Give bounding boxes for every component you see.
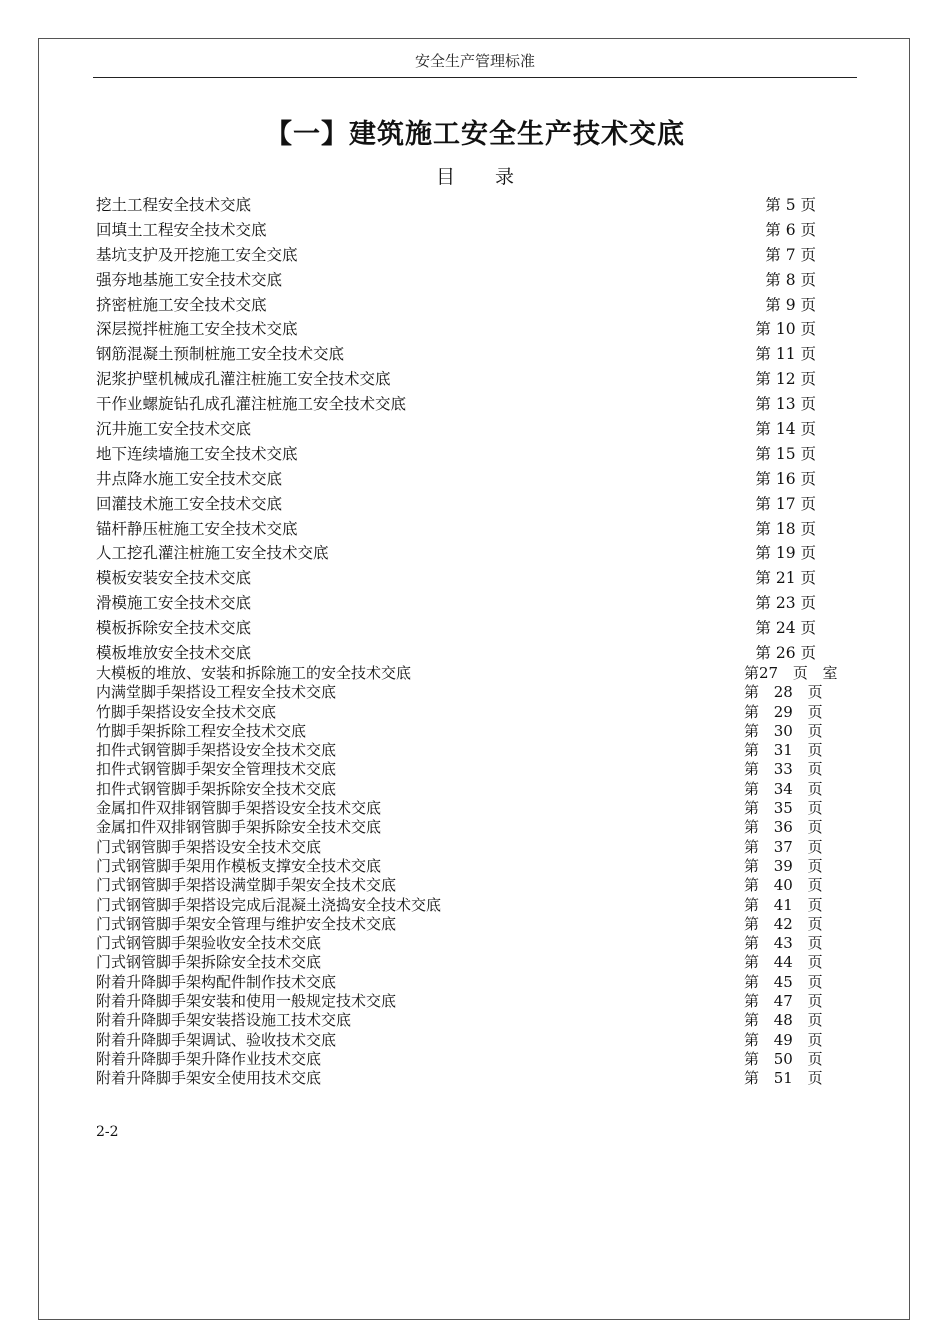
toc-entry[interactable] <box>96 591 826 616</box>
toc-entry[interactable] <box>96 780 826 799</box>
toc-entry-page: 第 12 页 <box>755 370 816 389</box>
toc-entry[interactable] <box>96 760 826 779</box>
toc-entry-label: 扣件式钢管脚手架拆除安全技术交底 <box>96 779 337 798</box>
toc-entry-page: 第 45 页 <box>744 972 823 991</box>
toc-entry[interactable] <box>96 193 826 218</box>
toc-entry-page: 第 34 页 <box>744 779 823 798</box>
header-rule <box>93 77 857 78</box>
toc-entry[interactable] <box>96 467 826 492</box>
toc-entry-label: 模板安装安全技术交底 <box>96 569 252 588</box>
toc-entry[interactable] <box>96 392 826 417</box>
toc-entry[interactable] <box>96 1050 826 1069</box>
toc-entry[interactable] <box>96 342 826 367</box>
toc-entry-label: 附着升降脚手架安装和使用一般规定技术交底 <box>96 992 397 1011</box>
toc-entry[interactable] <box>96 722 826 741</box>
toc-entry-page: 第 47 页 <box>744 992 823 1011</box>
toc-entry[interactable] <box>96 1011 826 1030</box>
toc-entry[interactable] <box>96 317 826 342</box>
toc-entry-page: 第 48 页 <box>744 1011 823 1030</box>
toc-entry-label: 扣件式钢管脚手架搭设安全技术交底 <box>96 741 337 760</box>
toc-entry-page: 第 19 页 <box>755 544 816 563</box>
toc-entry[interactable] <box>96 934 826 953</box>
toc-entry[interactable] <box>96 664 838 683</box>
toc-entry[interactable] <box>96 417 826 442</box>
toc-entry-label: 泥浆护壁机械成孔灌注桩施工安全技术交底 <box>96 370 391 389</box>
toc-entry-page: 第 10 页 <box>755 320 816 339</box>
toc-entry-label: 金属扣件双排钢管脚手架拆除安全技术交底 <box>96 818 382 837</box>
toc-entry[interactable] <box>96 838 826 857</box>
toc-entry[interactable] <box>96 1031 826 1050</box>
running-header: 安全生产管理标准 <box>414 52 535 70</box>
toc-entry-page: 第 14 页 <box>755 420 816 439</box>
toc-entry-page: 第 37 页 <box>744 837 823 856</box>
toc-entry[interactable] <box>96 741 826 760</box>
toc-entry-label: 地下连续墙施工安全技术交底 <box>96 444 298 463</box>
toc-entry-label: 门式钢管脚手架验收安全技术交底 <box>96 934 322 953</box>
toc-entry[interactable] <box>96 492 826 517</box>
toc-entry[interactable] <box>96 973 826 992</box>
toc-entry-page: 第 21 页 <box>755 569 816 588</box>
toc-entry-page: 第 42 页 <box>744 914 823 933</box>
toc-entry-page: 第 51 页 <box>744 1069 823 1088</box>
toc-entry-label: 门式钢管脚手架搭设完成后混凝土浇捣安全技术交底 <box>96 895 442 914</box>
toc-entry[interactable] <box>96 799 826 818</box>
page-number: 2-2 <box>96 1124 119 1140</box>
toc-entry[interactable] <box>96 915 826 934</box>
toc-entry-label: 附着升降脚手架调试、验收技术交底 <box>96 1030 337 1049</box>
toc-entry[interactable] <box>96 857 826 876</box>
toc-entry-label: 竹脚手架搭设安全技术交底 <box>96 702 277 721</box>
toc-entry-page: 第 50 页 <box>744 1049 823 1068</box>
toc-entry-page: 第 11 页 <box>755 345 816 364</box>
toc-entry-page: 第 7 页 <box>765 245 816 264</box>
toc-entry-page: 第 18 页 <box>755 519 816 538</box>
toc-entry[interactable] <box>96 566 826 591</box>
toc-entry-page: 第 39 页 <box>744 856 823 875</box>
toc-entry-label: 锚杆静压桩施工安全技术交底 <box>96 519 298 538</box>
toc-entry-label: 人工挖孔灌注桩施工安全技术交底 <box>96 544 329 563</box>
toc-entry-page: 第 13 页 <box>755 395 816 414</box>
toc-entry-label: 回填土工程安全技术交底 <box>96 220 267 239</box>
toc-entry-page: 第27 页 室 <box>744 664 838 682</box>
toc-entry-label: 门式钢管脚手架搭设安全技术交底 <box>96 837 322 856</box>
toc-entry-page: 第 31 页 <box>744 741 823 760</box>
toc-list-secondary <box>96 664 838 1089</box>
toc-entry-label: 附着升降脚手架升降作业技术交底 <box>96 1049 322 1068</box>
toc-entry-label: 挖土工程安全技术交底 <box>96 196 252 214</box>
toc-entry[interactable] <box>96 517 826 542</box>
toc-entry-label: 大模板的堆放、安装和拆除施工的安全技术交底 <box>96 664 412 682</box>
toc-entry-page: 第 17 页 <box>755 494 816 513</box>
toc-entry[interactable] <box>96 953 826 972</box>
toc-entry-page: 第 9 页 <box>765 295 816 314</box>
toc-entry-label: 门式钢管脚手架拆除安全技术交底 <box>96 953 322 972</box>
toc-entry-label: 模板堆放安全技术交底 <box>96 644 252 663</box>
toc-entry-label: 钢筋混凝土预制桩施工安全技术交底 <box>96 345 345 364</box>
toc-entry-label: 附着升降脚手架构配件制作技术交底 <box>96 972 337 991</box>
toc-entry-page: 第 43 页 <box>744 934 823 953</box>
toc-entry-label: 内满堂脚手架搭设工程安全技术交底 <box>96 683 337 702</box>
toc-entry[interactable] <box>96 293 826 318</box>
toc-entry[interactable] <box>96 703 826 722</box>
toc-entry[interactable] <box>96 641 826 666</box>
toc-entry-page: 第 36 页 <box>744 818 823 837</box>
toc-entry[interactable] <box>96 268 826 293</box>
toc-entry[interactable] <box>96 243 826 268</box>
toc-entry[interactable] <box>96 367 826 392</box>
toc-entry-page: 第 24 页 <box>755 619 816 638</box>
toc-entry-page: 第 41 页 <box>744 895 823 914</box>
toc-entry[interactable] <box>96 683 826 702</box>
toc-entry-label: 门式钢管脚手架搭设满堂脚手架安全技术交底 <box>96 876 397 895</box>
toc-entry-page: 第 40 页 <box>744 876 823 895</box>
toc-entry-page: 第 6 页 <box>765 220 816 239</box>
toc-entry[interactable] <box>96 1069 826 1088</box>
toc-entry-page: 第 49 页 <box>744 1030 823 1049</box>
toc-entry[interactable] <box>96 218 826 243</box>
toc-entry-label: 门式钢管脚手架用作模板支撑安全技术交底 <box>96 856 382 875</box>
toc-entry-label: 井点降水施工安全技术交底 <box>96 469 283 488</box>
toc-entry-label: 门式钢管脚手架安全管理与维护安全技术交底 <box>96 914 397 933</box>
toc-entry-label: 滑模施工安全技术交底 <box>96 594 252 613</box>
toc-entry-page: 第 35 页 <box>744 799 823 818</box>
toc-entry[interactable] <box>96 541 826 566</box>
toc-heading <box>0 162 950 189</box>
toc-entry-label: 沉井施工安全技术交底 <box>96 420 252 439</box>
toc-entry-label: 竹脚手架拆除工程安全技术交底 <box>96 721 307 740</box>
toc-entry-page: 第 26 页 <box>755 644 816 663</box>
toc-entry-label: 干作业螺旋钻孔成孔灌注桩施工安全技术交底 <box>96 395 407 414</box>
toc-entry[interactable] <box>96 818 826 837</box>
toc-entry[interactable] <box>96 896 826 915</box>
toc-entry-page: 第 29 页 <box>744 702 823 721</box>
toc-entry[interactable] <box>96 442 826 467</box>
toc-entry-label: 基坑支护及开挖施工安全交底 <box>96 245 298 264</box>
toc-entry-label: 回灌技术施工安全技术交底 <box>96 494 283 513</box>
toc-entry[interactable] <box>96 992 826 1011</box>
toc-entry-label: 附着升降脚手架安装搭设施工技术交底 <box>96 1011 352 1030</box>
toc-entry-page: 第 16 页 <box>755 469 816 488</box>
toc-entry-label: 挤密桩施工安全技术交底 <box>96 295 267 314</box>
toc-entry-page: 第 5 页 <box>765 196 816 214</box>
toc-entry-label: 附着升降脚手架安全使用技术交底 <box>96 1069 322 1088</box>
toc-entry-label: 扣件式钢管脚手架安全管理技术交底 <box>96 760 337 779</box>
toc-entry-page: 第 33 页 <box>744 760 823 779</box>
toc-entry-page: 第 15 页 <box>755 444 816 463</box>
toc-entry-label: 模板拆除安全技术交底 <box>96 619 252 638</box>
toc-entry-label: 金属扣件双排钢管脚手架搭设安全技术交底 <box>96 799 382 818</box>
toc-list-primary <box>96 193 826 666</box>
toc-entry-page: 第 23 页 <box>755 594 816 613</box>
toc-entry[interactable] <box>96 616 826 641</box>
toc-entry-page: 第 8 页 <box>765 270 816 289</box>
toc-entry-page: 第 28 页 <box>744 683 823 702</box>
toc-heading-left: 目 <box>435 166 455 188</box>
toc-entry-page: 第 30 页 <box>744 721 823 740</box>
toc-entry[interactable] <box>96 876 826 895</box>
toc-entry-label: 强夯地基施工安全技术交底 <box>96 270 283 289</box>
document-title: 【一】建筑施工安全生产技术交底 <box>265 119 685 150</box>
toc-entry-label: 深层搅拌桩施工安全技术交底 <box>96 320 298 339</box>
toc-heading-right: 录 <box>495 166 515 188</box>
toc-entry-page: 第 44 页 <box>744 953 823 972</box>
